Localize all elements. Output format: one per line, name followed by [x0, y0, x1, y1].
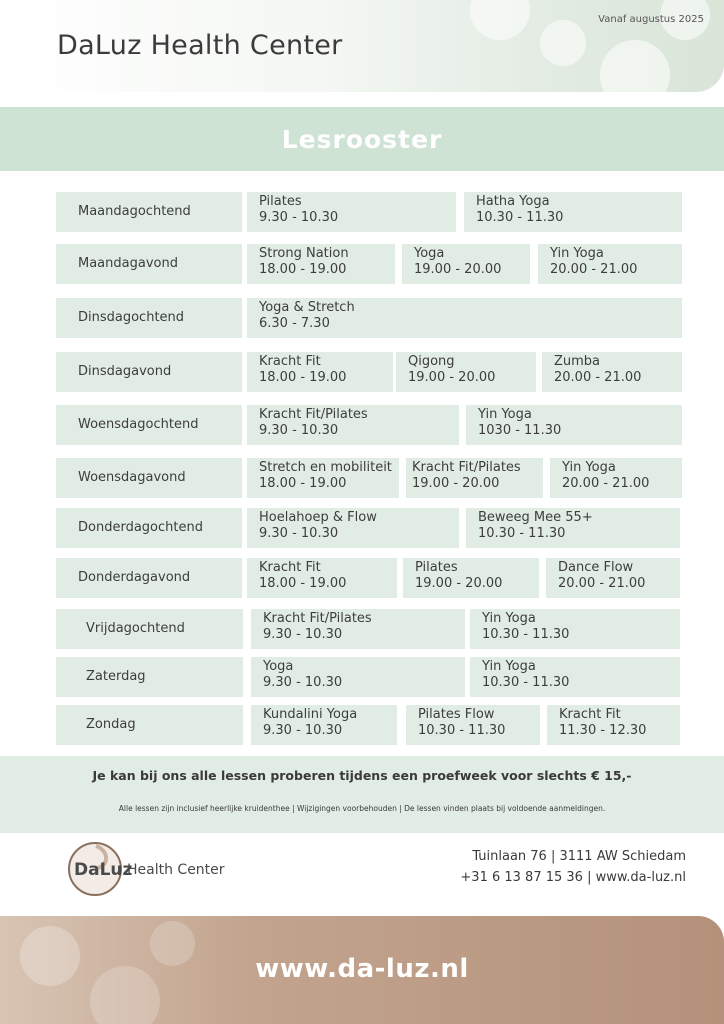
class-name: Pilates — [415, 560, 458, 575]
day-label: Zondag — [56, 705, 243, 745]
class-slot — [470, 609, 680, 649]
class-slot — [247, 244, 395, 284]
class-slot — [402, 244, 530, 284]
class-time: 10.30 - 11.30 — [482, 675, 570, 690]
class-slot — [247, 298, 682, 338]
class-name: Pilates — [259, 194, 302, 209]
class-slot — [247, 192, 456, 232]
class-slot — [547, 705, 680, 745]
class-time: 19.00 - 20.00 — [412, 476, 500, 491]
class-name: Kracht Fit/Pilates — [259, 407, 368, 422]
contact-block — [460, 846, 686, 888]
day-label: Maandagochtend — [56, 192, 242, 232]
class-slot — [247, 405, 459, 445]
page-title: Lesrooster — [281, 124, 443, 154]
class-name: Yin Yoga — [562, 460, 616, 475]
class-name: Kracht Fit — [559, 707, 621, 722]
class-slot — [247, 352, 393, 392]
title-banner — [0, 107, 724, 171]
class-time: 18.00 - 19.00 — [259, 262, 347, 277]
class-slot — [538, 244, 682, 284]
class-slot — [406, 705, 540, 745]
class-slot — [542, 352, 682, 392]
day-label: Donderdagavond — [56, 558, 242, 598]
day-label: Woensdagochtend — [56, 405, 242, 445]
day-label: Dinsdagochtend — [56, 298, 242, 338]
class-slot — [251, 705, 397, 745]
class-time: 6.30 - 7.30 — [259, 316, 330, 331]
class-time: 10.30 - 11.30 — [478, 526, 566, 541]
day-label: Dinsdagavond — [56, 352, 242, 392]
class-time: 19.00 - 20.00 — [415, 576, 503, 591]
class-name: Kundalini Yoga — [263, 707, 358, 722]
class-name: Zumba — [554, 354, 601, 369]
class-name: Yoga — [414, 246, 445, 261]
logo-wordmark: DaLuz — [74, 860, 133, 880]
class-slot — [247, 458, 399, 498]
footer-band — [0, 916, 724, 1024]
class-slot — [406, 458, 543, 498]
class-name: Yin Yoga — [482, 659, 536, 674]
class-time: 9.30 - 10.30 — [263, 723, 343, 738]
class-time: 20.00 - 21.00 — [550, 262, 638, 277]
class-time: 9.30 - 10.30 — [259, 210, 339, 225]
class-name: Yin Yoga — [482, 611, 536, 626]
day-label: Maandagavond — [56, 244, 242, 284]
class-name: Dance Flow — [558, 560, 634, 575]
class-slot — [470, 657, 680, 697]
class-name: Yin Yoga — [550, 246, 604, 261]
bokeh-decoration — [600, 40, 670, 92]
class-time: 9.30 - 10.30 — [263, 627, 343, 642]
bokeh-decoration — [540, 20, 586, 66]
address-line: Tuinlaan 76 | 3111 AW Schiedam — [472, 849, 686, 864]
class-slot — [251, 657, 465, 697]
day-label: Vrijdagochtend — [56, 609, 243, 649]
class-name: Kracht Fit — [259, 354, 321, 369]
class-time: 18.00 - 19.00 — [259, 576, 347, 591]
class-time: 18.00 - 19.00 — [259, 476, 347, 491]
class-slot — [546, 558, 680, 598]
brand-title: DaLuz Health Center — [57, 30, 343, 61]
class-slot — [464, 192, 682, 232]
trial-week-note: Je kan bij ons alle lessen proberen tijdens een proefweek voor slechts € 15,- — [92, 768, 632, 783]
class-time: 1030 - 11.30 — [478, 423, 562, 438]
class-time: 10.30 - 11.30 — [482, 627, 570, 642]
class-slot — [396, 352, 536, 392]
class-name: Stretch en mobiliteit — [259, 460, 392, 475]
class-slot — [247, 508, 459, 548]
class-time: 9.30 - 10.30 — [263, 675, 343, 690]
class-time: 9.30 - 10.30 — [259, 526, 339, 541]
day-label: Donderdagochtend — [56, 508, 242, 548]
day-label: Woensdagavond — [56, 458, 242, 498]
class-slot — [251, 609, 465, 649]
class-time: 20.00 - 21.00 — [562, 476, 650, 491]
class-slot — [466, 405, 682, 445]
header-band — [0, 0, 724, 92]
class-name: Kracht Fit — [259, 560, 321, 575]
phone-website-line[interactable]: +31 6 13 87 15 36 | www.da-luz.nl — [460, 870, 686, 885]
class-name: Yoga — [263, 659, 294, 674]
day-label: Zaterdag — [56, 657, 243, 697]
class-name: Hatha Yoga — [476, 194, 550, 209]
class-name: Kracht Fit/Pilates — [263, 611, 372, 626]
bokeh-decoration — [470, 0, 530, 40]
class-name: Yoga & Stretch — [259, 300, 355, 315]
class-slot — [550, 458, 682, 498]
class-time: 10.30 - 11.30 — [418, 723, 506, 738]
class-time: 19.00 - 20.00 — [408, 370, 496, 385]
class-slot — [403, 558, 539, 598]
class-slot — [466, 508, 680, 548]
fine-print: Alle lessen zijn inclusief heerlijke kruidenthee | Wijzigingen voorbehouden | De lessen vinden plaats bij voldoende aanmeldingen. — [118, 804, 606, 813]
class-time: 11.30 - 12.30 — [559, 723, 647, 738]
class-name: Hoelahoep & Flow — [259, 510, 377, 525]
class-time: 19.00 - 20.00 — [414, 262, 502, 277]
class-time: 20.00 - 21.00 — [554, 370, 642, 385]
class-time: 20.00 - 21.00 — [558, 576, 646, 591]
class-time: 10.30 - 11.30 — [476, 210, 564, 225]
class-name: Qigong — [408, 354, 455, 369]
class-time: 18.00 - 19.00 — [259, 370, 347, 385]
class-name: Strong Nation — [259, 246, 349, 261]
class-name: Beweeg Mee 55+ — [478, 510, 593, 525]
class-slot — [247, 558, 397, 598]
class-name: Kracht Fit/Pilates — [412, 460, 521, 475]
class-name: Pilates Flow — [418, 707, 495, 722]
logo-subtitle: Health Center — [127, 862, 225, 878]
website-link[interactable]: www.da-luz.nl — [255, 954, 469, 984]
valid-from-label: Vanaf augustus 2025 — [598, 14, 704, 25]
class-name: Yin Yoga — [478, 407, 532, 422]
class-time: 9.30 - 10.30 — [259, 423, 339, 438]
trial-note-band — [0, 756, 724, 833]
